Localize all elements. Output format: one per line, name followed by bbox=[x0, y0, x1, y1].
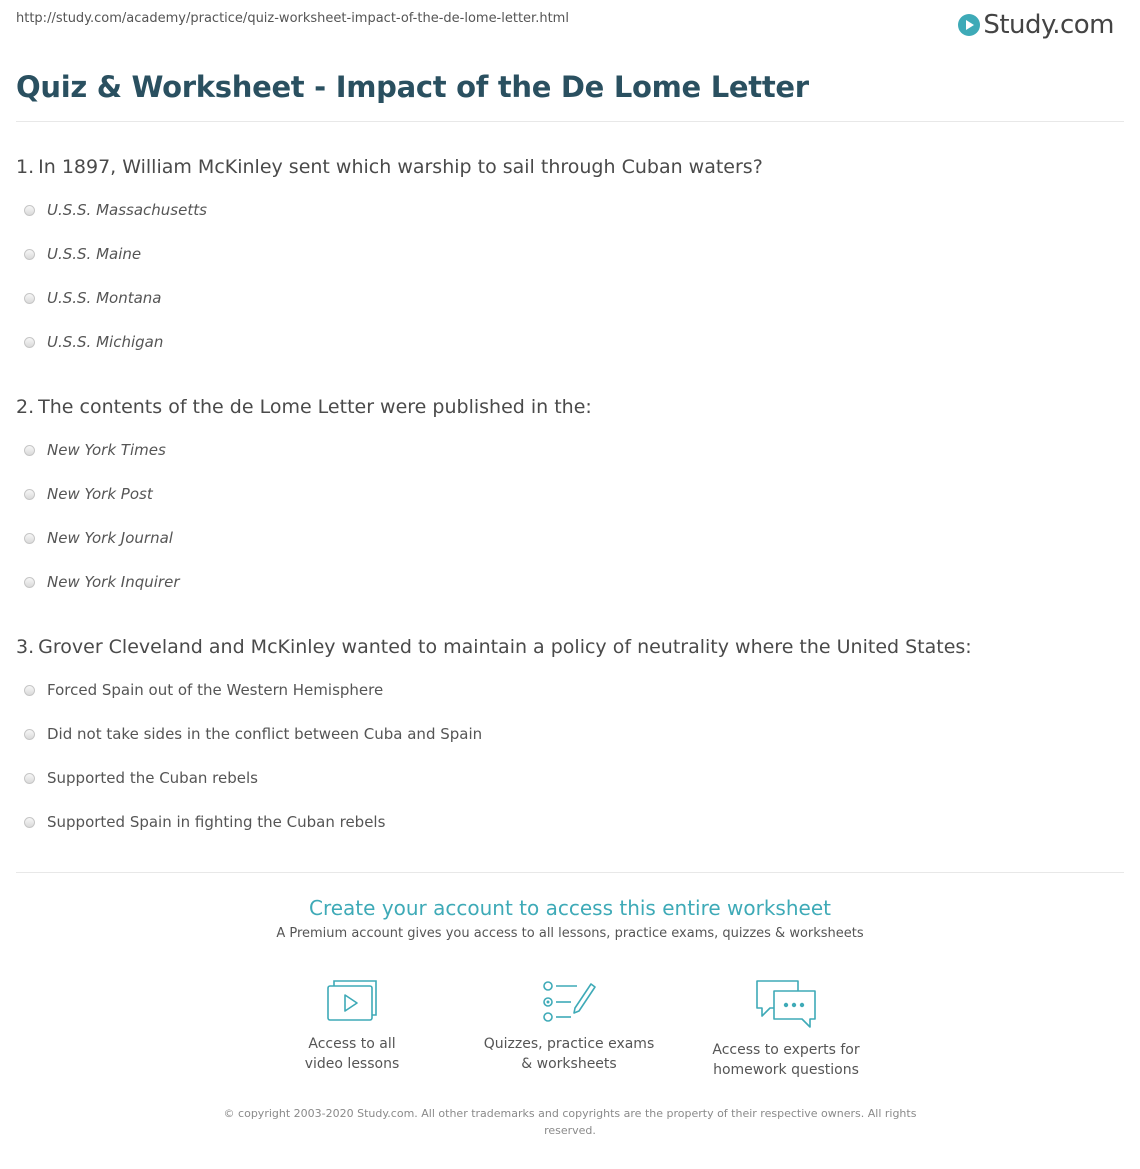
answer-option[interactable]: Forced Spain out of the Western Hemisphere bbox=[24, 679, 383, 701]
radio-button[interactable] bbox=[24, 685, 35, 696]
answer-option[interactable]: U.S.S. Montana bbox=[24, 287, 162, 309]
feature-experts: Access to experts for homework questions bbox=[686, 978, 886, 1080]
divider bbox=[16, 121, 1124, 122]
answer-option[interactable]: New York Journal bbox=[24, 527, 173, 549]
radio-button[interactable] bbox=[24, 293, 35, 304]
answer-option[interactable]: Supported the Cuban rebels bbox=[24, 767, 258, 789]
answer-option[interactable]: U.S.S. Maine bbox=[24, 243, 141, 265]
radio-button[interactable] bbox=[24, 489, 35, 500]
quiz-checklist-icon bbox=[541, 978, 597, 1024]
answer-option[interactable]: New York Inquirer bbox=[24, 571, 180, 593]
page-title: Quiz & Worksheet - Impact of the De Lome Letter bbox=[16, 70, 809, 104]
question-1: 1. In 1897, William McKinley sent which warship to sail through Cuban waters? bbox=[16, 156, 763, 178]
copyright-text: © copyright 2003-2020 Study.com. All other trademarks and copyrights are the property of their respective owners. All rights reserved. bbox=[223, 1107, 917, 1137]
create-account-link[interactable]: Create your account to access this entire worksheet bbox=[309, 896, 831, 920]
radio-button[interactable] bbox=[24, 577, 35, 588]
logo-text: Study.com bbox=[983, 10, 1114, 40]
study-logo[interactable] bbox=[958, 6, 1114, 44]
video-lessons-icon bbox=[326, 978, 378, 1024]
question-3: 3. Grover Cleveland and McKinley wanted to maintain a policy of neutrality where the United States: bbox=[16, 636, 972, 658]
chat-experts-icon bbox=[754, 978, 818, 1030]
answer-option[interactable]: New York Post bbox=[24, 483, 153, 505]
radio-button[interactable] bbox=[24, 445, 35, 456]
divider bbox=[16, 872, 1124, 873]
feature-video-lessons: Access to all video lessons bbox=[252, 978, 452, 1074]
radio-button[interactable] bbox=[24, 249, 35, 260]
page-url: http://study.com/academy/practice/quiz-worksheet-impact-of-the-de-lome-letter.html bbox=[16, 11, 569, 26]
radio-button[interactable] bbox=[24, 773, 35, 784]
radio-button[interactable] bbox=[24, 205, 35, 216]
radio-button[interactable] bbox=[24, 533, 35, 544]
answer-option[interactable]: U.S.S. Michigan bbox=[24, 331, 163, 353]
feature-quizzes: Quizzes, practice exams & worksheets bbox=[469, 978, 669, 1074]
radio-button[interactable] bbox=[24, 337, 35, 348]
answer-option[interactable]: U.S.S. Massachusetts bbox=[24, 199, 207, 221]
answer-option[interactable]: Did not take sides in the conflict between Cuba and Spain bbox=[24, 723, 482, 745]
cta-subtitle: A Premium account gives you access to all lessons, practice exams, quizzes & worksheets bbox=[276, 926, 864, 941]
radio-button[interactable] bbox=[24, 729, 35, 740]
radio-button[interactable] bbox=[24, 817, 35, 828]
play-circle-icon bbox=[958, 14, 980, 36]
answer-option[interactable]: New York Times bbox=[24, 439, 166, 461]
question-2: 2. The contents of the de Lome Letter were published in the: bbox=[16, 396, 592, 418]
answer-option[interactable]: Supported Spain in fighting the Cuban rebels bbox=[24, 811, 385, 833]
